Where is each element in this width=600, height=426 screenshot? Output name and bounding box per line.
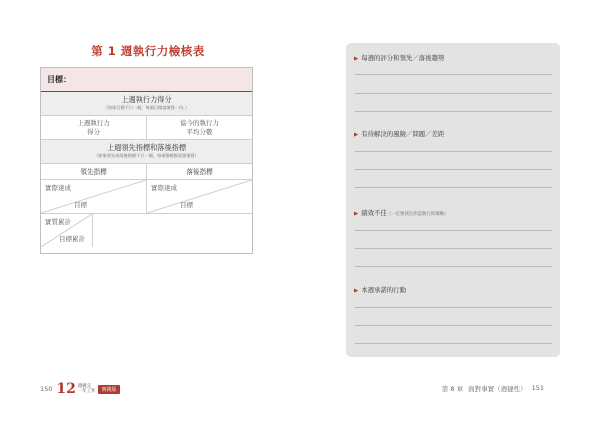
writing-line	[355, 325, 552, 326]
lead-cumulative-cell	[41, 214, 92, 247]
notes-panel	[346, 43, 560, 357]
lead-lag-note: （如果領先或落後指標不只一個，每項指標都需要填寫）	[94, 153, 199, 158]
book-number: 12	[56, 381, 76, 397]
lag-actual-cell	[146, 180, 252, 213]
last-week-score-label-1: 上週執行力	[77, 118, 110, 127]
trend-label	[354, 53, 444, 62]
book-title-stack	[78, 384, 96, 394]
cumulative-row	[41, 214, 252, 247]
left-footer	[40, 382, 120, 396]
actual-label: 實際達成	[45, 184, 71, 192]
triangle-bullet-icon: ▶	[354, 56, 359, 62]
writing-line	[355, 111, 552, 112]
lag-score-title: 上週執行力得分	[121, 95, 172, 104]
chapter-title: 面對事實（週捷性）	[468, 385, 527, 393]
trend-text: 每週的評分和領先／落後趨勢	[361, 54, 445, 62]
actual-label: 實際達成	[151, 184, 177, 192]
right-footer	[442, 384, 544, 393]
cumulative-label: 實質累計	[45, 218, 71, 226]
book-title-top: 週做完	[77, 384, 92, 389]
cumulative-empty-cell	[92, 214, 252, 247]
lag-score-note: （如果目標不只一個，每個目標請填寫一份。）	[103, 105, 190, 110]
actual-row	[41, 180, 252, 214]
cumulative-target-label: 目標累計	[59, 235, 85, 243]
target-label: 目標	[74, 201, 87, 209]
lead-indicator-header: 領先指標	[80, 168, 107, 176]
lead-lag-title: 上週領先指標和落後指標	[106, 143, 187, 152]
underperformance-note: （一定要找出你造執行的策略）	[386, 212, 449, 217]
writing-line	[355, 169, 552, 170]
page-title: 第 1 週執行力檢核表	[91, 44, 205, 58]
writing-line	[355, 230, 552, 231]
writing-line	[355, 151, 552, 152]
triangle-bullet-icon: ▶	[354, 288, 359, 294]
lag-indicator-header: 落後指標	[146, 164, 252, 179]
lead-lag-header	[41, 140, 252, 164]
goal-row	[41, 68, 252, 92]
writing-line	[355, 248, 552, 249]
lag-score-header	[41, 92, 252, 116]
commitment-label	[354, 285, 406, 294]
indicator-header-row	[41, 164, 252, 180]
checklist-form	[40, 67, 253, 254]
average-score-label-1: 協今的執行力	[180, 118, 219, 127]
right-page-number: 151	[531, 384, 544, 392]
goal-label: 目標：	[47, 75, 71, 84]
score-row	[41, 116, 252, 140]
target-label: 目標	[180, 201, 193, 209]
writing-line	[355, 74, 552, 75]
risk-label	[354, 129, 444, 138]
writing-line	[355, 266, 552, 267]
triangle-bullet-icon: ▶	[354, 132, 359, 138]
writing-line	[355, 343, 552, 344]
triangle-bullet-icon: ▶	[354, 211, 359, 217]
commitment-text: 本週承諾的行動	[361, 286, 406, 294]
underperformance-label	[354, 208, 448, 217]
writing-line	[355, 307, 552, 308]
writing-line	[355, 93, 552, 94]
underperformance-text: 績效不佳	[361, 209, 387, 217]
lead-actual-cell	[41, 180, 146, 213]
edition-badge: 實踐版	[98, 385, 119, 394]
last-week-score-cell	[41, 116, 146, 139]
average-score-label-2: 平均分數	[186, 127, 213, 136]
writing-line	[355, 187, 552, 188]
last-week-score-label-2: 得分	[87, 127, 100, 136]
left-page-number: 150	[40, 385, 53, 393]
chapter-number: 第 8 章	[441, 385, 464, 393]
risk-text: 有待解決的風險／問題／差距	[361, 130, 445, 138]
book-title-bottom: 一年工作	[77, 389, 96, 394]
average-score-cell	[146, 116, 252, 139]
